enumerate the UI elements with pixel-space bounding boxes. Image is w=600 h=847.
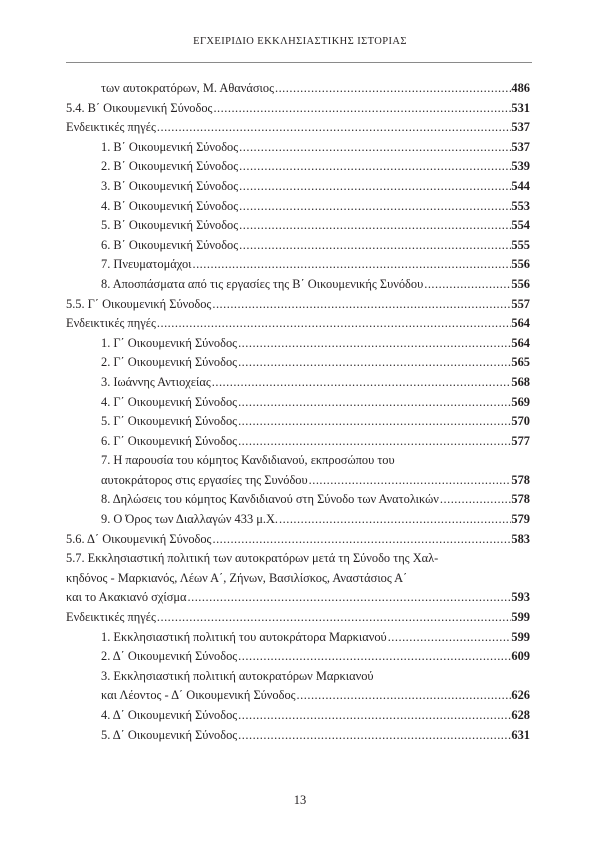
running-header: ΕΓΧΕΙΡΙΔΙΟ ΕΚΚΛΗΣΙΑΣΤΙΚΗΣ ΙΣΤΟΡΙΑΣ	[193, 36, 407, 47]
toc-entry	[66, 140, 530, 160]
toc-entry-page: 628	[511, 708, 530, 722]
toc-entry-page: 556	[511, 257, 530, 272]
toc-entry	[66, 571, 530, 591]
toc-dot-leader	[237, 434, 511, 449]
toc-entry-title: 3. Β΄ Οικουμενική Σύνοδος	[101, 178, 239, 193]
header-rule	[66, 62, 532, 63]
toc-entry-page: 537	[511, 120, 530, 135]
toc-entry	[66, 649, 530, 669]
toc-entry-title: και το Ακακιανό σχίσμα	[66, 590, 187, 605]
toc-dot-leader	[211, 532, 511, 547]
toc-entry-title: 5.5. Γ΄ Οικουμενική Σύνοδος	[66, 296, 212, 311]
toc-dot-leader	[238, 140, 511, 155]
toc-entry	[66, 708, 530, 728]
toc-entry	[66, 512, 530, 532]
toc-entry	[66, 179, 530, 199]
toc-entry-page: 631	[511, 727, 530, 742]
toc-dot-leader	[156, 120, 512, 135]
toc-entry-title: 5.6. Δ΄ Οικουμενική Σύνοδος	[66, 531, 212, 546]
toc-dot-leader	[238, 238, 511, 253]
toc-entry-page: 531	[511, 100, 530, 115]
toc-entry-title: των αυτοκρατόρων, Μ. Αθανάσιος	[101, 81, 274, 95]
toc-entry-page: 539	[511, 159, 530, 174]
toc-entry-title: 8. Δηλώσεις του κόμητος Κανδιδιανού στη Σύνοδο των Ανατολικών	[101, 492, 439, 507]
toc-entry	[66, 551, 530, 571]
toc-dot-leader	[238, 199, 511, 214]
toc-entry	[66, 277, 530, 297]
toc-dot-leader	[238, 179, 511, 194]
toc-entry-title: 9. Ο Όρος των Διαλλαγών 433 μ.Χ.	[101, 512, 279, 527]
toc-entry-title: 4. Β΄ Οικουμενική Σύνοδος	[101, 198, 239, 213]
toc-entry-title: 3. Ιωάννης Αντιοχείας	[101, 374, 211, 389]
toc-dot-leader	[238, 218, 511, 233]
toc-entry	[66, 610, 530, 630]
toc-entry-page: 578	[511, 472, 530, 487]
toc-entry-page: 578	[511, 492, 530, 507]
toc-dot-leader	[237, 336, 511, 351]
toc-dot-leader	[423, 277, 511, 292]
toc-entry-title: 4. Γ΄ Οικουμενική Σύνοδος	[101, 394, 238, 409]
toc-entry-title: 5.4. Β΄ Οικουμενική Σύνοδος	[66, 100, 213, 115]
toc-entry-title: 6. Β΄ Οικουμενική Σύνοδος	[101, 237, 239, 252]
toc-entry	[66, 492, 530, 512]
toc-dot-leader	[237, 649, 511, 664]
toc-dot-leader	[387, 630, 512, 645]
toc-dot-leader	[212, 101, 511, 116]
toc-dot-leader	[274, 81, 511, 96]
toc-entry-title: Ενδεικτικές πηγές	[66, 610, 156, 625]
toc-entry	[66, 375, 530, 395]
toc-entry	[66, 434, 530, 454]
toc-dot-leader	[308, 473, 512, 488]
table-of-contents	[66, 81, 530, 747]
toc-entry	[66, 316, 530, 336]
toc-entry	[66, 81, 530, 101]
toc-entry-page: 593	[511, 590, 530, 605]
toc-entry-page: 609	[511, 649, 530, 664]
toc-entry-page: 555	[511, 237, 530, 252]
toc-entry-page: 537	[511, 139, 530, 154]
toc-entry-page: 486	[511, 81, 530, 95]
toc-entry	[66, 297, 530, 317]
toc-entry-page: 599	[511, 610, 530, 625]
toc-entry	[66, 336, 530, 356]
toc-entry-page: 568	[511, 374, 530, 389]
toc-dot-leader	[237, 355, 511, 370]
toc-entry	[66, 101, 530, 121]
toc-entry	[66, 395, 530, 415]
toc-entry	[66, 414, 530, 434]
toc-dot-leader	[278, 512, 511, 527]
toc-entry	[66, 159, 530, 179]
toc-entry-page: 569	[511, 394, 530, 409]
toc-dot-leader	[296, 688, 512, 703]
toc-dot-leader	[211, 297, 511, 312]
toc-entry-title: 2. Δ΄ Οικουμενική Σύνοδος	[101, 649, 238, 664]
toc-entry-title: Ενδεικτικές πηγές	[66, 316, 156, 331]
toc-dot-leader	[237, 708, 511, 723]
toc-dot-leader	[237, 395, 511, 410]
toc-entry-page: 579	[511, 512, 530, 527]
toc-dot-leader	[237, 414, 511, 429]
toc-entry	[66, 669, 530, 689]
toc-entry-title: 5. Γ΄ Οικουμενική Σύνοδος	[101, 414, 238, 429]
toc-entry	[66, 257, 530, 277]
toc-entry-page: 577	[511, 433, 530, 448]
toc-dot-leader	[156, 610, 512, 625]
toc-entry	[66, 688, 530, 708]
toc-entry-title: 4. Δ΄ Οικουμενική Σύνοδος	[101, 708, 238, 722]
toc-dot-leader	[156, 316, 512, 331]
toc-entry-title: αυτοκράτορος στις εργασίες της Συνόδου	[101, 472, 308, 487]
toc-entry-title: 1. Εκκλησιαστική πολιτική του αυτοκράτορα Μαρκιανού	[101, 629, 387, 644]
toc-dot-leader	[238, 159, 511, 174]
toc-entry	[66, 199, 530, 219]
toc-entry-page: 557	[511, 296, 530, 311]
toc-entry-page: 583	[511, 531, 530, 546]
toc-entry	[66, 453, 530, 473]
toc-entry-title: 8. Αποσπάσματα από τις εργασίες της Β΄ Οικουμενικής Συνόδου	[101, 276, 424, 291]
toc-entry-page: 599	[511, 629, 530, 644]
toc-entry-page: 553	[511, 198, 530, 213]
toc-entry-title: 7. Η παρουσία του κόμητος Κανδιδιανού, εκπροσώπου του	[101, 453, 395, 468]
toc-entry	[66, 238, 530, 258]
toc-entry	[66, 355, 530, 375]
toc-entry	[66, 630, 530, 650]
toc-entry	[66, 473, 530, 493]
toc-entry-title: 7. Πνευματομάχοι	[101, 257, 192, 272]
toc-entry-page: 570	[511, 414, 530, 429]
toc-entry-title: και Λέοντος - Δ΄ Οικουμενική Σύνοδος	[101, 688, 296, 703]
toc-entry-title: Ενδεικτικές πηγές	[66, 120, 156, 135]
toc-entry-page: 544	[511, 178, 530, 193]
toc-entry-page: 564	[511, 335, 530, 350]
page-number: 13	[293, 793, 307, 807]
toc-entry-title: 5. Δ΄ Οικουμενική Σύνοδος	[101, 727, 238, 742]
toc-dot-leader	[187, 590, 512, 605]
toc-dot-leader	[211, 375, 512, 390]
toc-entry-title: 6. Γ΄ Οικουμενική Σύνοδος	[101, 433, 238, 448]
toc-entry-page: 554	[511, 218, 530, 233]
toc-entry-title: 5. Β΄ Οικουμενική Σύνοδος	[101, 218, 239, 233]
toc-entry	[66, 590, 530, 610]
toc-dot-leader	[237, 728, 511, 743]
toc-entry-title: 3. Εκκλησιαστική πολιτική αυτοκρατόρων Μαρκιανού	[101, 668, 374, 683]
toc-entry	[66, 532, 530, 552]
toc-entry-page: 564	[511, 316, 530, 331]
toc-entry	[66, 218, 530, 238]
toc-entry-page: 565	[511, 355, 530, 370]
toc-entry-title: 1. Γ΄ Οικουμενική Σύνοδος	[101, 335, 238, 350]
toc-entry-title: κηδόνος - Μαρκιανός, Λέων Α΄, Ζήνων, Βασιλίσκος, Αναστάσιος Α΄	[66, 570, 408, 585]
toc-entry-page: 556	[511, 276, 530, 291]
toc-entry-page: 626	[511, 688, 530, 703]
toc-entry	[66, 120, 530, 140]
toc-entry-title: 2. Γ΄ Οικουμενική Σύνοδος	[101, 355, 238, 370]
toc-entry-title: 5.7. Εκκλησιαστική πολιτική των αυτοκρατόρων μετά τη Σύνοδο της Χαλ-	[66, 551, 439, 566]
toc-dot-leader	[191, 257, 511, 272]
toc-entry-title: 1. Β΄ Οικουμενική Σύνοδος	[101, 139, 239, 154]
toc-entry	[66, 728, 530, 748]
toc-entry-title: 2. Β΄ Οικουμενική Σύνοδος	[101, 159, 239, 174]
toc-dot-leader	[439, 492, 512, 507]
